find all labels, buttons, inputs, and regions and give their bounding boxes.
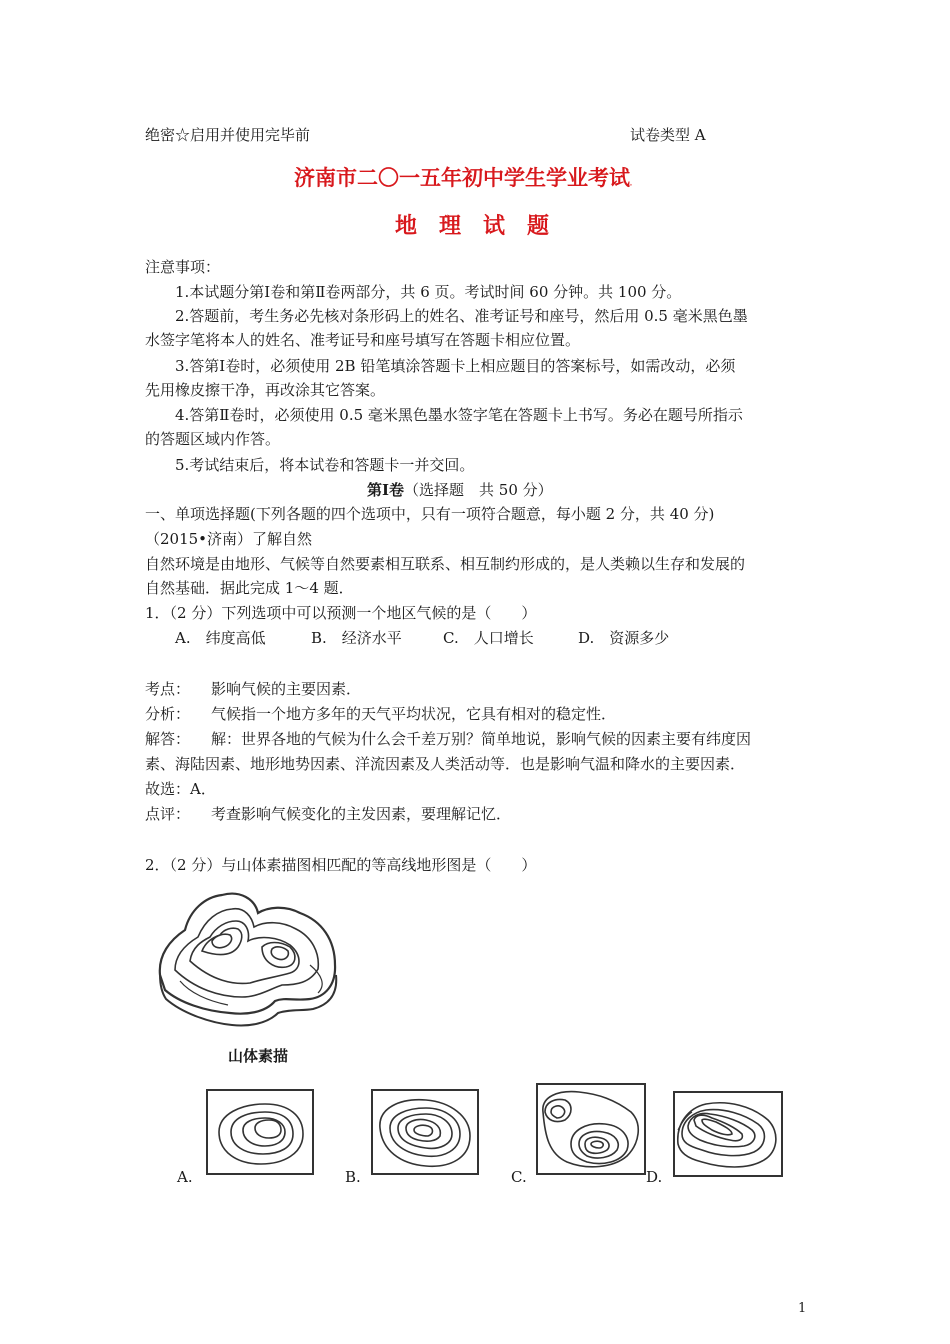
notice-item: 先用橡皮擦干净，再改涂其它答案。	[145, 381, 386, 399]
notice-item: 水签字笔将本人的姓名、准考证号和座号填写在答题卡相应位置。	[145, 331, 581, 349]
question-1-stem: 1．（2 分）下列选项中可以预测一个地区气候的是（ ）	[145, 604, 537, 622]
group-intro: 自然基础．据此完成 1～4 题．	[145, 579, 354, 597]
contour-map-b	[370, 1088, 480, 1176]
paper-type-label: 试卷类型 A	[630, 126, 706, 144]
notice-item: 5.考试结束后，将本试卷和答题卡一并交回。	[175, 456, 475, 474]
kaodian-label: 考点：	[145, 680, 191, 698]
contour-map-c	[535, 1082, 647, 1176]
map-label-b: B.	[345, 1168, 361, 1186]
confidential-label: 绝密☆启用并使用完毕前	[145, 126, 311, 144]
notice-item: 3.答第Ⅰ卷时，必须使用 2B 铅笔填涂答题卡上相应题目的答案标号，如需改动，必须	[175, 357, 736, 375]
jieda-text: 素、海陆因素、地形地势因素、洋流因素及人类活动等．也是影响气温和降水的主要因素．	[145, 755, 746, 773]
subject-title: 地 理 试 题	[395, 213, 550, 239]
mountain-sketch-figure	[150, 885, 350, 1035]
fenxi-label: 分析：	[145, 705, 191, 723]
section-heading-rest: （选择题 共 50 分）	[404, 481, 553, 499]
group-title: （2015•济南）了解自然	[145, 530, 313, 548]
contour-map-a	[205, 1088, 315, 1176]
dianping-text: 考查影响气候变化的主发因素，要理解记忆．	[211, 805, 512, 823]
notice-item: 的答题区域内作答。	[145, 430, 281, 448]
section-heading-bold: 第Ⅰ卷	[367, 481, 405, 499]
kaodian-text: 影响气候的主要因素．	[211, 680, 362, 698]
notice-item: 2.答题前，考生务必先核对条形码上的姓名、准考证号和座号，然后用 0.5 毫米黑色墨	[175, 307, 748, 325]
question-2-stem: 2．（2 分）与山体素描图相匹配的等高线地形图是（ ）	[145, 856, 537, 874]
answer-text: 故选：A．	[145, 780, 216, 798]
contour-map-d	[672, 1090, 784, 1178]
exam-title	[294, 165, 635, 197]
q1-option-a: A. 纬度高低	[175, 629, 266, 647]
title-mark: 。	[630, 181, 636, 187]
notice-heading: 注意事项：	[145, 258, 221, 276]
sketch-caption: 山体素描	[228, 1047, 289, 1065]
q1-option-c: C. 人口增长	[443, 629, 534, 647]
q1-option-b: B. 经济水平	[311, 629, 402, 647]
map-label-a: A.	[177, 1168, 193, 1186]
page-number: 1	[798, 1301, 807, 1316]
dianping-label: 点评：	[145, 805, 191, 823]
q1-option-d: D. 资源多少	[578, 629, 670, 647]
fenxi-text: 气候指一个地方多年的天气平均状况，它具有相对的稳定性．	[211, 705, 617, 723]
map-label-c: C.	[511, 1168, 527, 1186]
map-label-d: D.	[646, 1168, 663, 1186]
jieda-label: 解答：	[145, 730, 191, 748]
jieda-text: 解：世界各地的气候为什么会千差万别？简单地说，影响气候的因素主要有纬度因	[211, 730, 752, 748]
section-heading	[367, 481, 553, 499]
exam-title-text: 济南市二〇一五年初中学生学业考试	[294, 165, 630, 190]
notice-item: 4.答第Ⅱ卷时，必须使用 0.5 毫米黑色墨水签字笔在答题卡上书写。务必在题号所指示	[175, 406, 743, 424]
group-intro: 自然环境是由地形、气候等自然要素相互联系、相互制约形成的，是人类赖以生存和发展的	[145, 555, 746, 573]
notice-item: 1.本试题分第Ⅰ卷和第Ⅱ卷两部分，共 6 页。考试时间 60 分钟。共 100 分。	[175, 283, 682, 301]
part-instructions: 一、单项选择题(下列各题的四个选项中，只有一项符合题意，每小题 2 分，共 40 分)	[145, 505, 715, 523]
